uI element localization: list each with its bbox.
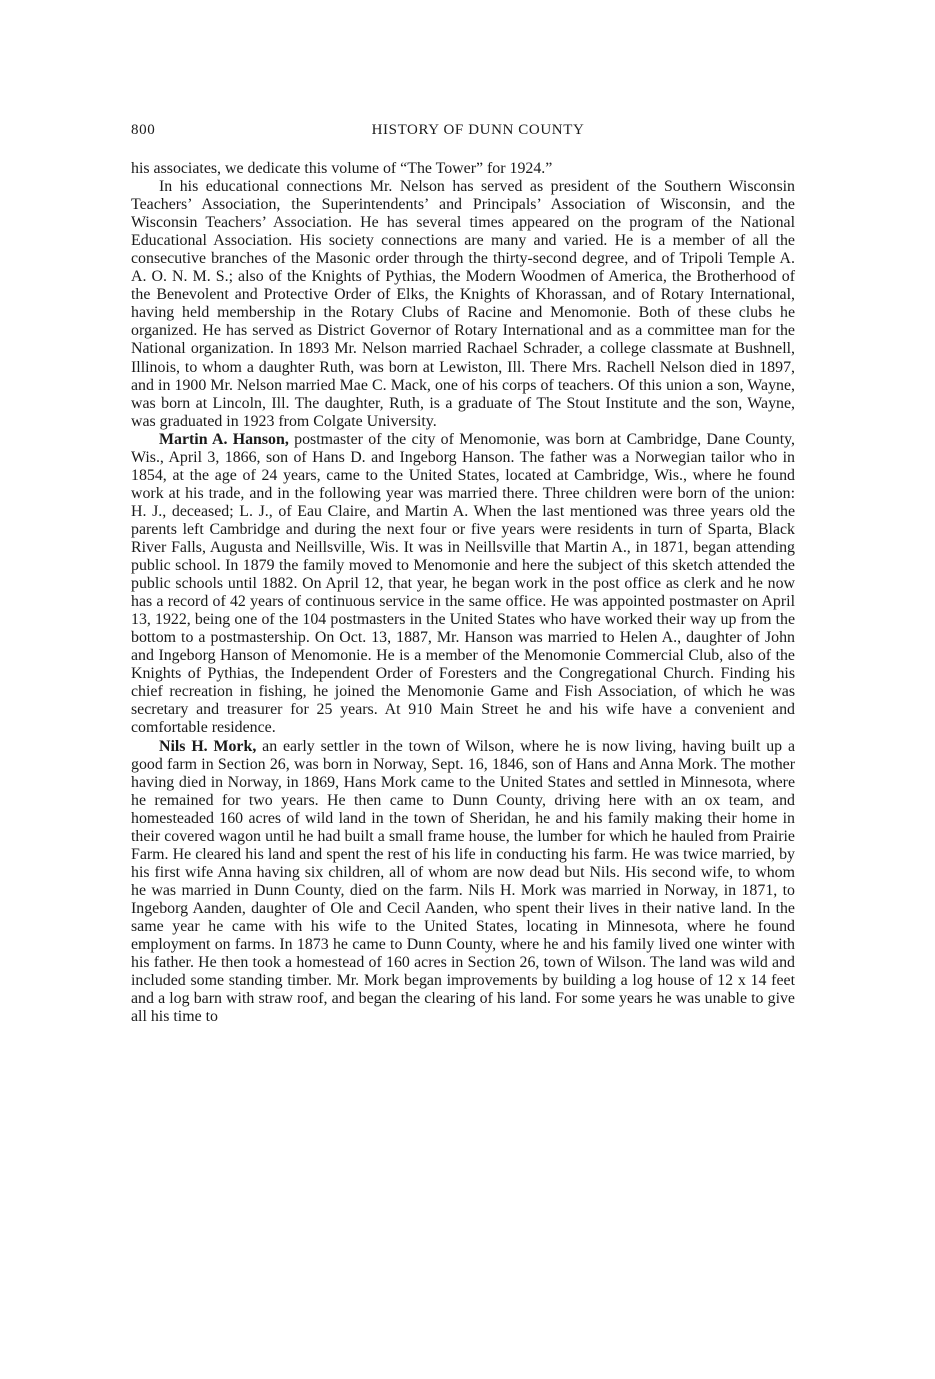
paragraph-text: an early settler in the town of Wilson, where he is now living, having built up a good farm in Section 26, was born in Norway, Sept. 16, 1846, son of Hans and Anna Mork. The mother having died in Norway, in 1869, Hans Mork came to the United States and settled in Minnesota, where he remained for two years. He then came to Dunn County, driving here with an ox team, and homesteaded 160 acres of wild land in the town of Sheridan, he and his family making their home in their covered wagon until he had built a small frame house, the lumber for which he hauled from Prairie Farm. He cleared his land and spent the rest of his life in conducting his farm. He was twice married, by his first wife Anna having six children, all of whom are now dead but Nils. His second wife, to whom he was married in Dunn County, died on the farm. Nils H. Mork was married in Norway, in 1871, to Ingeborg Aanden, daughter of Ole and Cecil Aanden, who spent their lives in their native land. In the same year he came with his wife to the United States, locating in Minnesota, where he found employment on farms. In 1873 he came to Dunn County, where he and his family lived one winter with his father. He then took a homestead of 160 acres in Section 26, town of Wilson. The land was wild and included some standing timber. Mr. Mork began improvements by building a log house of 12 x 14 feet and a log barn with straw roof, and began the clearing of his land. For some years he was unable to give all his time to — [131, 737, 796, 1026]
paragraph-text: his associates, we dedicate this volume of “The Tower” for 1924.” — [131, 160, 553, 177]
running-title: HISTORY OF DUNN COUNTY — [371, 122, 585, 138]
paragraph-continuation — [131, 160, 795, 178]
biography-name: Nils H. Mork, — [159, 737, 257, 755]
paragraph-mork — [131, 738, 795, 1027]
page-header — [131, 122, 795, 148]
paragraph-hanson — [131, 431, 795, 738]
page-number: 800 — [131, 122, 156, 138]
paragraph-text: In his educational connections Mr. Nelson has served as president of the Southern Wisconsin Teachers’ Association, the Superintendents’ and Principals’ Association of Wisconsin, and the Wisconsin Teachers’ Association. He has several times appeared on the program of the National Educational Association. His society connections are many and varied. He is a member of all the consecutive branches of the Masonic order through the thirty-second degree, and of Tripoli Temple A. A. O. N. M. S.; also of the Knights of Pythias, the Modern Woodmen of America, the Brotherhood of the Benevolent and Protective Order of Elks, the Knights of Khorassan, and of Rotary International, having held membership in the Rotary Clubs of Racine and Menomonie. Both of these clubs he organized. He has served as District Governor of Rotary International and as a committee man for the National organization. In 1893 Mr. Nelson married Rachael Schrader, a college classmate at Bushnell, Illinois, to whom a daughter Ruth, was born at Lewiston, Ill. There Mrs. Rachell Nelson died in 1897, and in 1900 Mr. Nelson married Mae C. Mack, one of his corps of teachers. Of this union a son, Wayne, was born at Lincoln, Ill. The daughter, Ruth, is a graduate of The Stout Institute and the son, Wayne, was graduated in 1923 from Colgate University. — [131, 178, 795, 430]
book-page — [131, 122, 795, 1026]
body-text — [131, 160, 795, 1026]
biography-name: Martin A. Hanson, — [159, 430, 289, 448]
paragraph-text: postmaster of the city of Menomonie, was born at Cambridge, Dane County, Wis., April 3, 1866, son of Hans D. and Ingeborg Hanson. The father was a Norwegian tailor who in 1854, at the age of 24 years, came to the United States, located at Cambridge, Wis., where he found work at his trade, and in the following year was married there. Three children were born of the union: H. J., deceased; L. J., of Eau Claire, and Martin A. When the last mentioned was three years old the parents left Cambridge and during the next four or five years were residents in turn of Sparta, Black River Falls, Augusta and Neillsville, Wis. It was in Neillsville that Martin A., in 1871, began attending public school. In 1879 the family moved to Menomonie and here the subject of this sketch attended the public schools until 1882. On April 12, that year, he began work in the post office as clerk and he now has a record of 42 years of continuous service in the same office. He was appointed postmaster on April 13, 1922, being one of the 104 postmasters in the United States who have worked their way up from the bottom to a postmastership. On Oct. 13, 1887, Mr. Hanson was married to Helen A., daughter of John and Ingeborg Hanson of Menomonie. He is a member of the Menomonie Commercial Club, also of the Knights of Pythias, the Independent Order of Foresters and the Congregational Church. Finding his chief recreation in fishing, he joined the Menomonie Game and Fish Association, of which he was secretary and treasurer for 25 years. At 910 Main Street he and his wife have a convenient and comfortable residence. — [131, 430, 795, 737]
paragraph-nelson — [131, 178, 795, 431]
